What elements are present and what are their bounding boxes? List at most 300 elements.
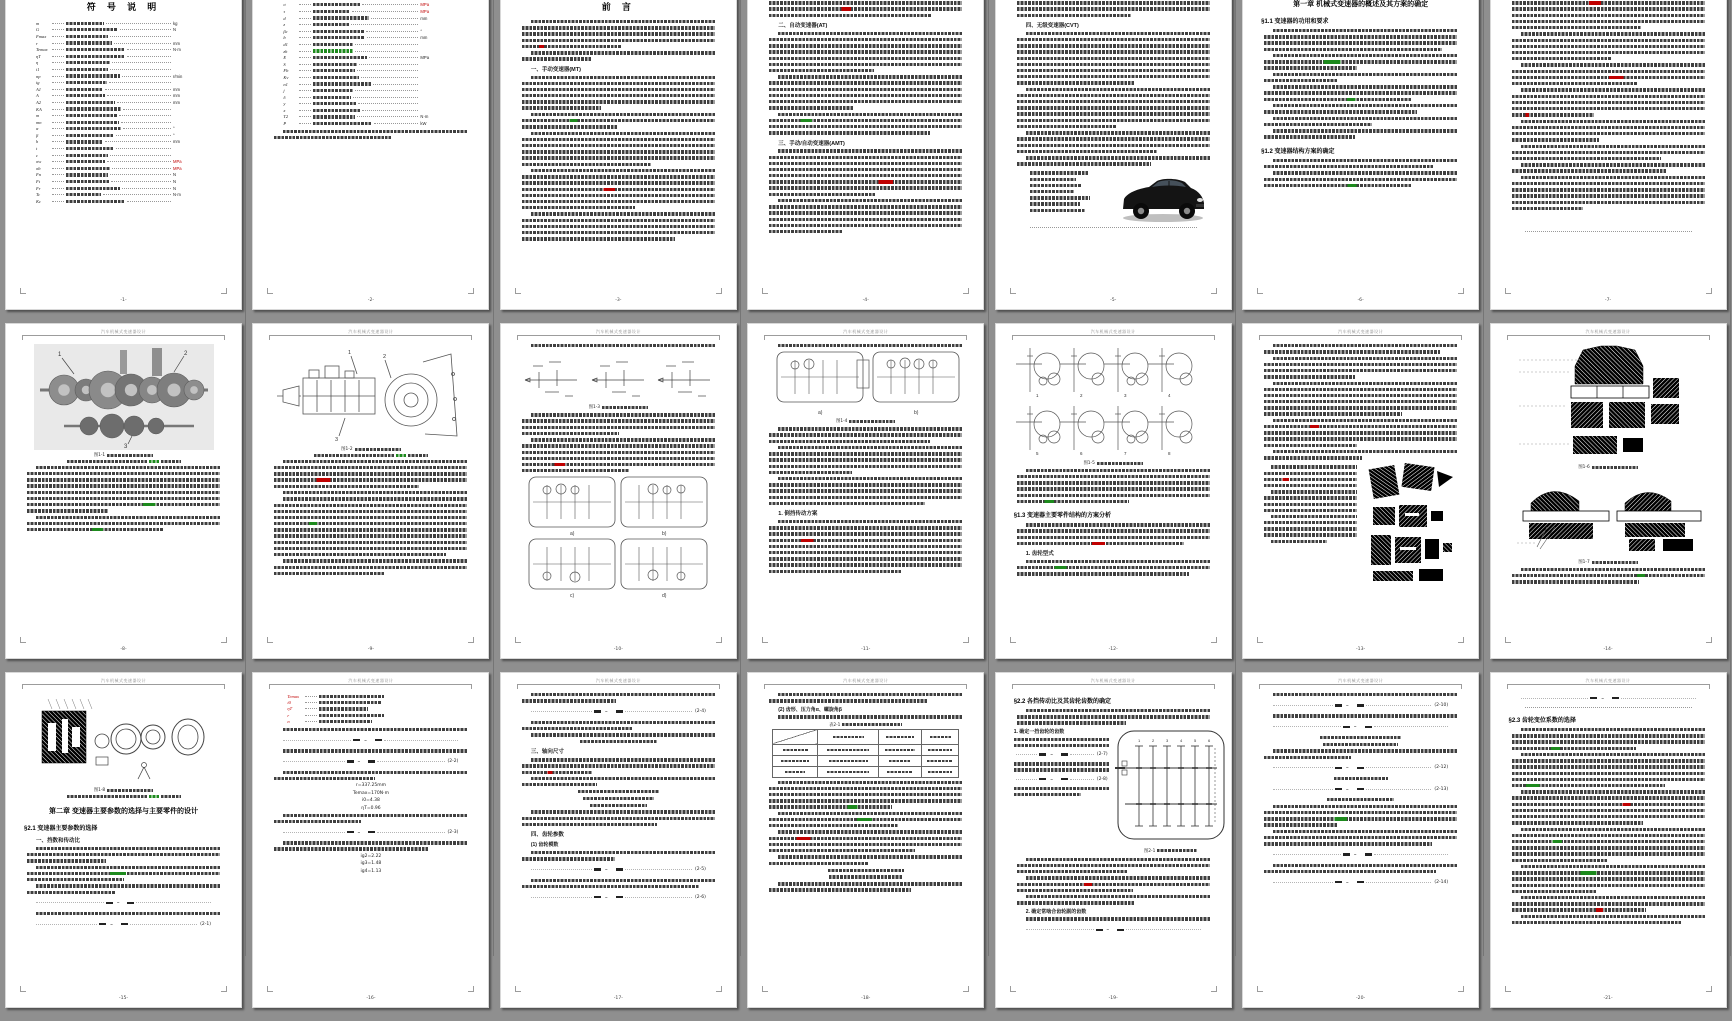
text-line [1017, 870, 1128, 873]
table-cell-text [928, 749, 951, 751]
symbol-description [66, 61, 110, 64]
text-line [522, 219, 715, 222]
text-line [1017, 119, 1210, 122]
paragraph [1512, 163, 1705, 173]
text-line [769, 805, 892, 808]
equals-sign: = [357, 829, 361, 835]
text-line [27, 859, 106, 862]
dot-leader [299, 51, 311, 52]
text-line [1512, 871, 1705, 874]
svg-text:3: 3 [123, 444, 127, 450]
text-line [531, 20, 715, 23]
section-heading: §2.1 变速器主要参数的选择 [24, 826, 98, 832]
page-12[interactable] [995, 323, 1232, 659]
text-line [778, 427, 962, 430]
symbol: x [283, 107, 286, 113]
symbol: t [36, 146, 38, 152]
symbol: d [283, 15, 286, 21]
paragraph [769, 0, 962, 17]
dot-leader [127, 201, 171, 202]
text-line [769, 162, 962, 165]
formula-leader [1016, 779, 1038, 780]
page-19[interactable] [995, 672, 1232, 1008]
running-head: 汽车机械式变速器设计 [843, 329, 889, 334]
formula-leader [1621, 698, 1696, 699]
value-list [253, 854, 488, 874]
text-line [283, 728, 467, 731]
symbol-list-row [283, 81, 434, 88]
equals-sign: = [1353, 852, 1357, 858]
text-line [1264, 91, 1457, 94]
symbol: T2 [283, 114, 289, 120]
dot-leader [52, 188, 64, 189]
page-21[interactable] [1490, 672, 1727, 1008]
symbol-unit: mm [420, 15, 428, 21]
equation-number: (2-4) [694, 709, 706, 715]
svg-text:2: 2 [183, 351, 187, 357]
page-number: -5- [1110, 298, 1117, 303]
paragraph [1264, 714, 1457, 717]
formula-leader [1521, 698, 1589, 699]
dot-leader [116, 148, 171, 149]
symbol: Temax [36, 47, 48, 53]
text-line [1512, 207, 1583, 210]
drawingTrans-image [273, 344, 468, 444]
symbol-list-row [36, 198, 187, 205]
text-line [274, 522, 467, 525]
text-line [1017, 475, 1210, 478]
symbol-description [66, 114, 117, 117]
formula-symbol [594, 868, 601, 870]
text-line [778, 781, 962, 784]
page-6[interactable] [1242, 0, 1479, 310]
text-line [522, 163, 651, 166]
formula-leader [283, 832, 344, 833]
section-heading: §1.2 变速器结构方案的确定 [1261, 148, 1335, 155]
paragraph [1264, 749, 1457, 759]
table-cell [879, 729, 922, 744]
text-line [1512, 765, 1705, 768]
text-line [769, 440, 929, 443]
centered-value-line [578, 790, 659, 793]
paragraph [522, 721, 715, 731]
page-16[interactable] [252, 672, 489, 1008]
symbol: β [36, 132, 39, 138]
data-table [772, 729, 959, 778]
paragraph [769, 199, 962, 233]
formula [1026, 925, 1201, 935]
text-line [522, 451, 715, 454]
page-1[interactable] [5, 0, 242, 310]
text-line [1273, 382, 1457, 385]
paragraph [1264, 73, 1457, 83]
symbol-description [313, 115, 354, 118]
paragraph [769, 149, 962, 196]
formula-leader [1070, 754, 1094, 755]
centered-values [1243, 777, 1478, 780]
value-line: ig3=1.48 [360, 861, 382, 867]
symbol-description [66, 134, 114, 137]
text-line [1017, 106, 1210, 109]
page-20[interactable] [1242, 672, 1479, 1008]
formula-symbol [616, 710, 623, 712]
symbol-unit: mm [173, 93, 180, 99]
text-line [522, 699, 616, 702]
page-4[interactable] [747, 0, 984, 310]
text-line [1521, 32, 1705, 35]
text-line [1512, 70, 1705, 73]
text-line [1512, 194, 1705, 197]
text-line [274, 541, 467, 544]
bottom-left-crop-mark [20, 288, 26, 294]
dot-leader [299, 57, 311, 58]
symbol: y [283, 101, 286, 107]
text-line [27, 878, 124, 881]
car-image [1119, 169, 1207, 223]
subsection-heading: 四、齿轮参数 [530, 832, 564, 839]
symbol-list-row [36, 152, 187, 159]
text-line [283, 497, 467, 500]
dot-leader [110, 155, 171, 156]
formula-symbol [127, 902, 134, 904]
text-line [1512, 772, 1705, 775]
paragraph [1264, 85, 1457, 101]
text-line [1273, 805, 1457, 808]
text-line [1512, 82, 1638, 85]
symbol-description [66, 81, 107, 84]
page-number: -17- [613, 996, 623, 1001]
text-line [531, 51, 715, 54]
text-line [769, 186, 962, 189]
symbol-unit: mm [173, 99, 180, 105]
text-line [769, 799, 962, 802]
text-line [522, 144, 715, 147]
text-line [522, 432, 619, 435]
paragraph [522, 76, 715, 110]
text-line [1030, 184, 1082, 187]
symbol-unit: mm [173, 86, 180, 92]
text-line [522, 45, 621, 48]
text-line [531, 212, 715, 215]
symbol: A1 [36, 86, 41, 92]
paragraph [1017, 156, 1210, 166]
page-title: 前 言 [601, 3, 635, 13]
text-line [1512, 157, 1662, 160]
paragraph [1017, 32, 1210, 85]
page-11[interactable] [747, 323, 984, 659]
dot-leader [52, 122, 64, 123]
definition-text [319, 720, 372, 723]
text-line [769, 156, 962, 159]
symbol-description [313, 69, 354, 72]
symbol-list-row [36, 99, 187, 106]
page-18[interactable] [747, 672, 984, 1008]
symbol-list [253, 0, 488, 127]
symbol-description [313, 122, 372, 125]
text-line [1026, 895, 1210, 898]
text-line [1017, 500, 1129, 503]
centered-values [1243, 798, 1478, 801]
symbol: i1 [36, 66, 40, 72]
text-line [1264, 400, 1457, 403]
text-line [769, 168, 962, 171]
text-line [778, 830, 962, 833]
paragraph [522, 51, 715, 61]
page-9[interactable] [252, 323, 489, 659]
equation-number: (2-2) [447, 759, 459, 765]
formula [1273, 850, 1448, 860]
text-line [274, 528, 467, 531]
text-line [769, 849, 915, 852]
table-cell [773, 744, 818, 755]
symbol: Fb [283, 68, 289, 74]
text-line [1264, 456, 1361, 459]
paragraph [522, 113, 715, 129]
formula-leader [136, 902, 211, 903]
text-line [769, 502, 924, 505]
formula-symbol [99, 923, 106, 925]
page-17[interactable] [500, 672, 737, 1008]
symbol: σb [36, 165, 41, 171]
text-line [274, 820, 361, 823]
text-line [769, 483, 962, 486]
dot-leader [299, 103, 311, 104]
text-line [1512, 740, 1705, 743]
symbol-list-row [283, 2, 434, 9]
text-line [1017, 38, 1210, 41]
dot-leader [52, 29, 64, 30]
table-cell-text [829, 760, 868, 762]
equals-sign: = [605, 709, 608, 715]
text-line [778, 812, 962, 815]
symbol-unit: MPa [420, 2, 430, 8]
text-line [36, 866, 220, 869]
text-line [1017, 721, 1127, 724]
svg-text:2: 2 [1079, 393, 1083, 398]
text-line [769, 433, 962, 436]
text-line [1264, 533, 1357, 536]
text-line [769, 539, 962, 542]
figure-boxes4 [501, 475, 736, 599]
page-2[interactable] [252, 0, 489, 310]
text-line [27, 484, 220, 487]
equation-number: (2-10) [1434, 702, 1449, 708]
page-8[interactable] [5, 323, 242, 659]
text-line [522, 783, 598, 786]
bottom-left-crop-mark [267, 637, 273, 643]
text-line [1264, 870, 1436, 873]
formula-symbol [616, 896, 623, 898]
figure-caption [748, 418, 983, 424]
page-15[interactable] [5, 672, 242, 1008]
page-7[interactable] [1490, 0, 1727, 310]
formula-symbol [1096, 929, 1103, 931]
symbol-description [66, 193, 101, 196]
page-number: -16- [366, 996, 376, 1001]
text-line [1017, 572, 1189, 575]
symbol-description [66, 35, 108, 38]
paragraph [1512, 915, 1705, 925]
formula [1273, 763, 1448, 773]
paragraph [1512, 753, 1705, 787]
paragraph [522, 758, 715, 774]
text-line [1026, 709, 1210, 712]
paragraph [769, 693, 962, 703]
text-line [778, 75, 962, 78]
text-line [1512, 101, 1705, 104]
page-3[interactable] [500, 0, 737, 310]
dot-leader [353, 97, 418, 98]
symbol-description [66, 74, 120, 77]
text-line [1264, 350, 1440, 353]
page-10[interactable] [500, 323, 737, 659]
symbol-list-row [283, 15, 434, 22]
dot-leader [305, 715, 317, 716]
text-line [769, 837, 962, 840]
formula-symbol [1612, 697, 1619, 699]
text-line [1512, 796, 1705, 799]
text-line [522, 771, 592, 774]
column-pages [500, 0, 737, 1021]
text-line [1026, 131, 1210, 134]
header-rule [1507, 684, 1710, 689]
text-line [522, 138, 715, 141]
symbol: KA [36, 106, 42, 112]
text-line [769, 224, 962, 227]
text-line [1512, 846, 1705, 849]
symbol-list-row [283, 120, 434, 127]
symbol-list-row [36, 112, 187, 119]
figure-caption [253, 454, 488, 457]
formula [283, 827, 458, 837]
text-line [1030, 178, 1076, 181]
text-line [27, 472, 220, 475]
table-cell-text [928, 771, 952, 773]
text-line [1512, 580, 1639, 583]
text-line [1512, 859, 1609, 862]
symbol: S [283, 61, 286, 67]
text-line [531, 777, 715, 780]
equals-sign: = [1345, 786, 1349, 792]
figure-caption-label: 图1-8 [93, 788, 106, 793]
dot-leader [112, 168, 171, 169]
text-line [274, 466, 467, 469]
symbol-unit: mm [173, 139, 180, 145]
formula-leader [1374, 854, 1449, 855]
formula-symbol [594, 710, 601, 712]
paragraph [1512, 896, 1705, 912]
list-heading: (1) 齿轮模数 [530, 842, 559, 849]
text-line [1512, 852, 1705, 855]
text-line [1264, 437, 1457, 440]
figure-caption-label: 图1-7 [1578, 560, 1590, 565]
text-line [769, 57, 962, 60]
text-line [769, 205, 962, 208]
dot-leader [299, 44, 311, 45]
text-line [1264, 394, 1457, 397]
page-5[interactable] [995, 0, 1232, 310]
value-line: Temax=170N·m [352, 790, 389, 796]
page-number: -6- [1357, 298, 1364, 303]
symbol-description [313, 102, 355, 105]
text-line [1026, 469, 1210, 472]
figure-sketch3 [501, 350, 736, 410]
text-line [1512, 126, 1705, 129]
symbol: βc [283, 28, 288, 34]
text-line [27, 522, 220, 525]
paragraph [522, 413, 715, 435]
symbol-list [6, 20, 241, 205]
paragraph [1017, 876, 1210, 892]
text-line [531, 413, 715, 416]
text-line [1017, 100, 1210, 103]
svg-text:7: 7 [1123, 451, 1127, 456]
text-line [283, 771, 467, 774]
paragraph [274, 460, 467, 488]
dot-leader [352, 11, 418, 12]
bottom-left-crop-mark [1010, 986, 1016, 992]
dot-leader [305, 708, 317, 709]
bottom-right-crop-mark [1458, 986, 1464, 992]
text-line [1030, 171, 1088, 174]
text-line [1017, 487, 1210, 490]
figure-caption-label: 图1-1 [93, 453, 106, 458]
formula-leader [384, 740, 459, 741]
preview-column-3 [495, 0, 742, 1001]
paragraph [1264, 129, 1457, 139]
symbol-unit: kW [420, 121, 427, 127]
text-line [522, 817, 715, 820]
dot-leader [355, 51, 418, 52]
text-line [769, 180, 962, 183]
text-line [274, 566, 467, 569]
table-row [773, 744, 959, 755]
symbol: r [36, 40, 38, 46]
symbol-list-row [36, 132, 187, 139]
svg-text:d): d) [662, 593, 667, 600]
text-line [1264, 363, 1457, 366]
text-line [522, 94, 715, 97]
formula-symbol [347, 831, 354, 833]
text-line [522, 206, 635, 209]
text-line [1264, 509, 1357, 512]
figure-caption-text [314, 454, 394, 457]
bottom-left-crop-mark [1505, 288, 1511, 294]
paragraph [769, 427, 962, 443]
text-line [769, 458, 962, 461]
text-line [1017, 50, 1210, 53]
formula-symbol [594, 896, 601, 898]
figure-caption-label: 图1-6 [1578, 465, 1590, 470]
text-line [1512, 138, 1600, 141]
page-14[interactable] [1490, 323, 1727, 659]
symbol-list-row [36, 86, 187, 93]
table-cell-text [833, 736, 864, 738]
paragraph [1512, 88, 1705, 116]
figure-caption [253, 446, 488, 452]
text-line [1264, 48, 1442, 51]
text-line [769, 193, 875, 196]
text-line [769, 100, 962, 103]
text-line [769, 69, 874, 72]
page-13[interactable] [1242, 323, 1479, 659]
figure-caption [6, 460, 241, 463]
table-cell [773, 729, 818, 744]
formula-symbol [1365, 853, 1372, 855]
text-line [1512, 45, 1705, 48]
text-line [522, 823, 657, 826]
paragraph [1512, 728, 1705, 750]
